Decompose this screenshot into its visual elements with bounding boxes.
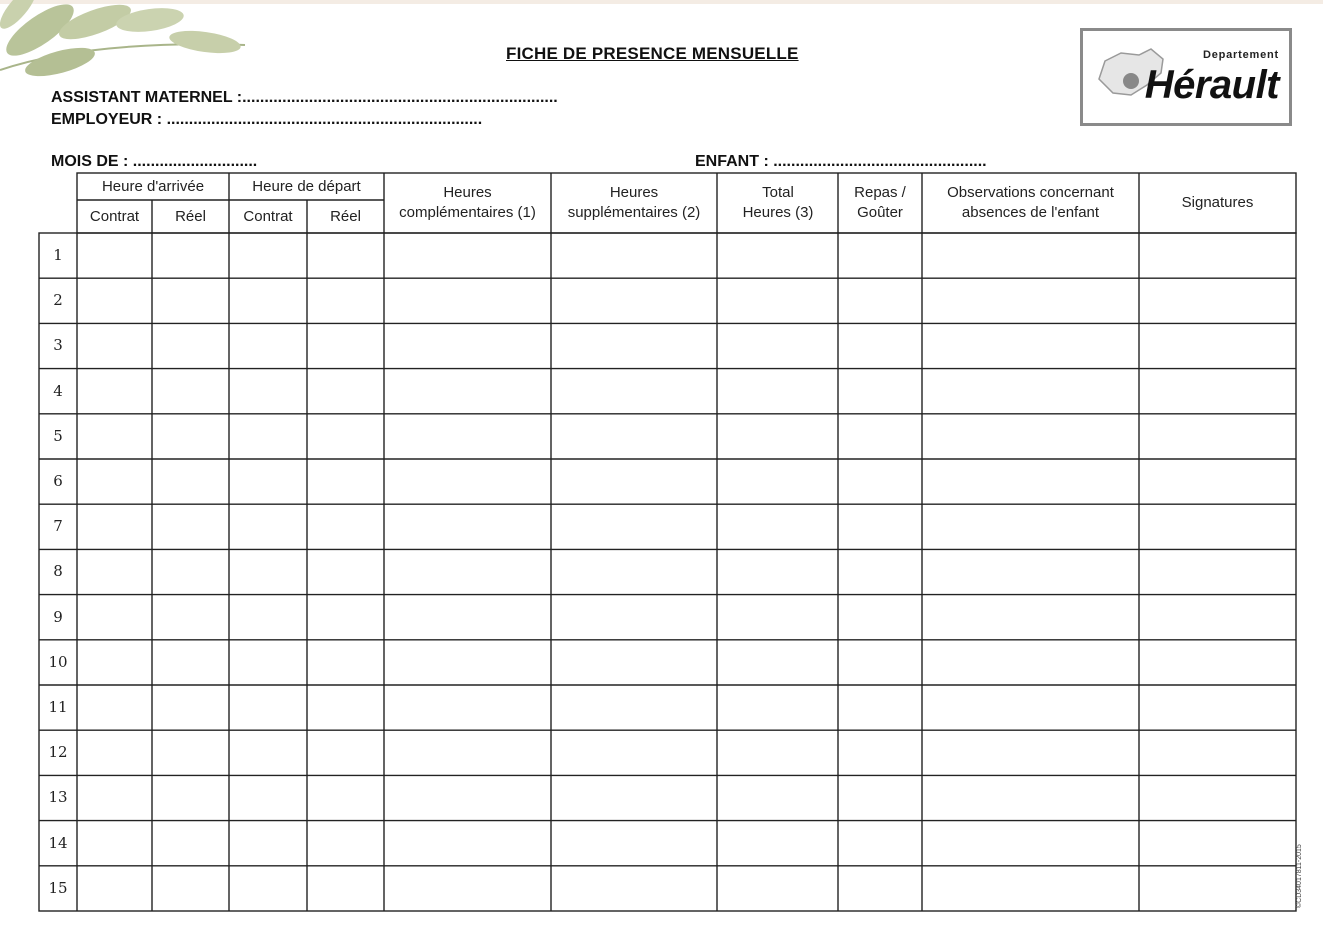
header-signatures: Signatures: [1181, 194, 1254, 211]
row-number: 11: [48, 698, 68, 716]
mois-field: MOIS DE : ............................: [51, 153, 258, 170]
row-number: 10: [48, 652, 68, 671]
assistant-field: ASSISTANT MATERNEL :.......................................................................: [51, 89, 558, 106]
enfant-field: ENFANT : ................................................: [695, 153, 987, 170]
row-number: 15: [48, 878, 68, 897]
row-number: 7: [53, 517, 63, 536]
row-number: 12: [48, 743, 68, 762]
header-supplementaires: Heures supplémentaires (2): [567, 184, 701, 221]
header-reel-depart: Réel: [330, 207, 361, 225]
row-number: 6: [53, 472, 63, 490]
page-title: FICHE DE PRESENCE MENSUELLE: [506, 44, 799, 63]
row-number: 9: [53, 607, 63, 626]
header-repas: Repas / Goûter: [854, 184, 906, 221]
row-number: 5: [53, 426, 63, 445]
row-number: 13: [48, 788, 68, 807]
employeur-field: EMPLOYEUR : .......................................................................: [51, 111, 483, 128]
row-number: 1: [53, 246, 63, 264]
header-arrivee: Heure d'arrivée: [101, 178, 205, 195]
logo-department-text: Departement: [1202, 49, 1279, 61]
header-depart: Heure de départ: [252, 178, 361, 195]
row-number: 14: [48, 833, 68, 852]
row-number: 3: [53, 336, 63, 355]
reference-code: ©CD34017811-2015: [1296, 844, 1303, 908]
header-contrat-arrivee: Contrat: [89, 207, 140, 225]
header-reel-arrivee: Réel: [175, 207, 206, 225]
header-contrat-depart: Contrat: [243, 207, 293, 225]
header-total: Total Heures (3): [742, 184, 814, 221]
logo-name-text: Hérault: [1144, 63, 1279, 107]
header-observations: Observations concernant absences de l'enfant: [947, 184, 1114, 221]
row-number: 2: [53, 291, 63, 310]
body-frame: [39, 233, 1296, 911]
row-number: 4: [53, 381, 63, 400]
header-complementaires: Heures complémentaires (1): [399, 184, 536, 221]
row-number: 8: [53, 562, 63, 581]
